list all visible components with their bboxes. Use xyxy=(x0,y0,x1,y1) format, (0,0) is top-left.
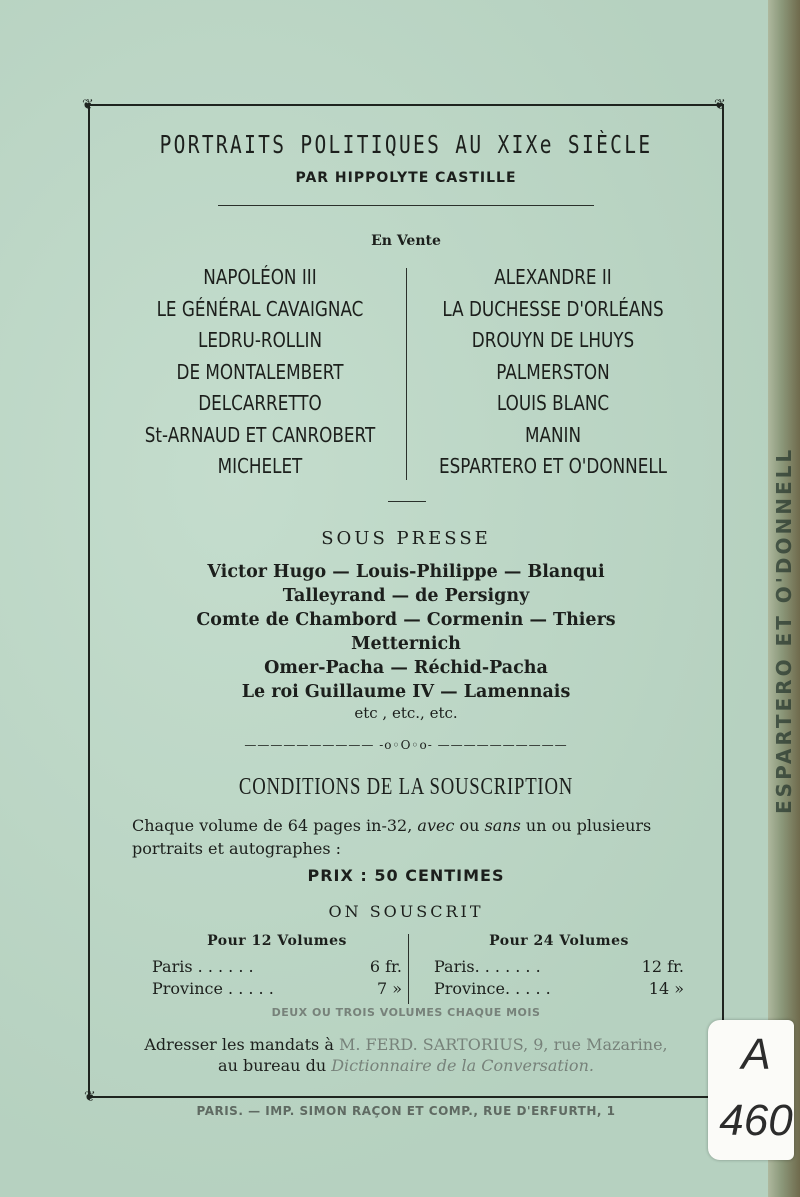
available-list-right xyxy=(427,262,679,483)
title-list-item: DELCARRETTO xyxy=(198,391,322,415)
printer-imprint: PARIS. — IMP. SIMON RAÇON ET COMP., RUE D'ERFURTH, 1 xyxy=(196,1104,616,1118)
pricing-12-volumes xyxy=(152,930,402,1000)
title-list-item: DROUYN DE LHUYS xyxy=(471,328,635,352)
divider xyxy=(388,501,426,502)
press-list-item: Metternich xyxy=(351,634,461,654)
pricing-row: Province . . . . . 7 » xyxy=(152,979,402,998)
press-list-item: Victor Hugo — Louis-Philippe — Blanqui xyxy=(207,562,605,582)
pricing-24-volumes xyxy=(434,930,684,1000)
available-list-left xyxy=(134,262,386,483)
title-list-item: MICHELET xyxy=(217,454,303,478)
press-list-item: Comte de Chambord — Cormenin — Thiers xyxy=(196,610,616,630)
conditions-text: Chaque volume de 64 pages in-32, avec ou sans un ou plusieurs portraits et autographes : xyxy=(132,816,652,858)
spine-title: ESPARTERO ET O'DONNELL xyxy=(772,446,796,814)
title-list-item: ESPARTERO ET O'DONNELL xyxy=(438,454,668,478)
pricing-divider xyxy=(408,934,409,1004)
title-list-item: ALEXANDRE II xyxy=(494,265,612,289)
title-list-item: St-ARNAUD ET CANROBERT xyxy=(144,422,376,447)
pricing-row: Paris. . . . . . . 12 fr. xyxy=(434,957,684,976)
title-list-item: LEDRU-ROLLIN xyxy=(197,328,323,352)
title-list-item: LOUIS BLANC xyxy=(496,391,610,415)
pricing-row: Province. . . . . 14 » xyxy=(434,979,684,998)
sous-presse-heading: SOUS PRESSE xyxy=(321,528,491,549)
author-line: PAR HIPPOLYTE CASTILLE xyxy=(295,170,517,186)
corner-ornament-icon: ❦ xyxy=(84,1089,96,1105)
press-list-item: Talleyrand — de Persigny xyxy=(282,586,530,606)
frequency-note: DEUX OU TROIS VOLUMES CHAQUE MOIS xyxy=(271,1006,541,1019)
in-press-list xyxy=(88,560,724,704)
conditions-title: CONDITIONS DE LA SOUSCRIPTION xyxy=(238,774,574,800)
shelf-mark: A 460 xyxy=(719,1030,793,1145)
title-list-item: DE MONTALEMBERT xyxy=(176,359,344,384)
title-list-item: LA DUCHESSE D'ORLÉANS xyxy=(442,296,664,321)
pricing-header: Pour 12 Volumes xyxy=(207,933,347,949)
divider xyxy=(218,205,594,206)
price-line: PRIX : 50 CENTIMES xyxy=(307,866,505,885)
column-divider xyxy=(406,268,407,480)
title-list-item: PALMERSTON xyxy=(496,359,610,384)
title-list-item: LE GÉNÉRAL CAVAIGNAC xyxy=(156,296,364,321)
page-title: PORTRAITS POLITIQUES AU XIXe SIÈCLE xyxy=(159,130,653,159)
address-block: Adresser les mandats à M. FERD. SARTORIUS, 9, rue Mazarine, au bureau du Dictionnaire de la Conversation. xyxy=(144,1035,668,1075)
pricing-header: Pour 24 Volumes xyxy=(489,933,629,949)
press-list-item: Omer-Pacha — Réchid-Pacha xyxy=(264,658,548,678)
title-list-item: MANIN xyxy=(524,422,582,447)
corner-ornament-icon: ❦ xyxy=(82,97,94,113)
on-souscrit-heading: ON SOUSCRIT xyxy=(328,902,484,921)
corner-ornament-icon: ❦ xyxy=(714,97,726,113)
etc-line: etc , etc., etc. xyxy=(354,704,458,722)
en-vente-heading: En Vente xyxy=(371,233,441,249)
title-list-item: NAPOLÉON III xyxy=(203,265,317,289)
press-list-item: Le roi Guillaume IV — Lamennais xyxy=(241,682,571,702)
pricing-row: Paris . . . . . . 6 fr. xyxy=(152,957,402,976)
ornament-divider: —————————— -o◦O◦o- —————————— xyxy=(244,738,568,752)
